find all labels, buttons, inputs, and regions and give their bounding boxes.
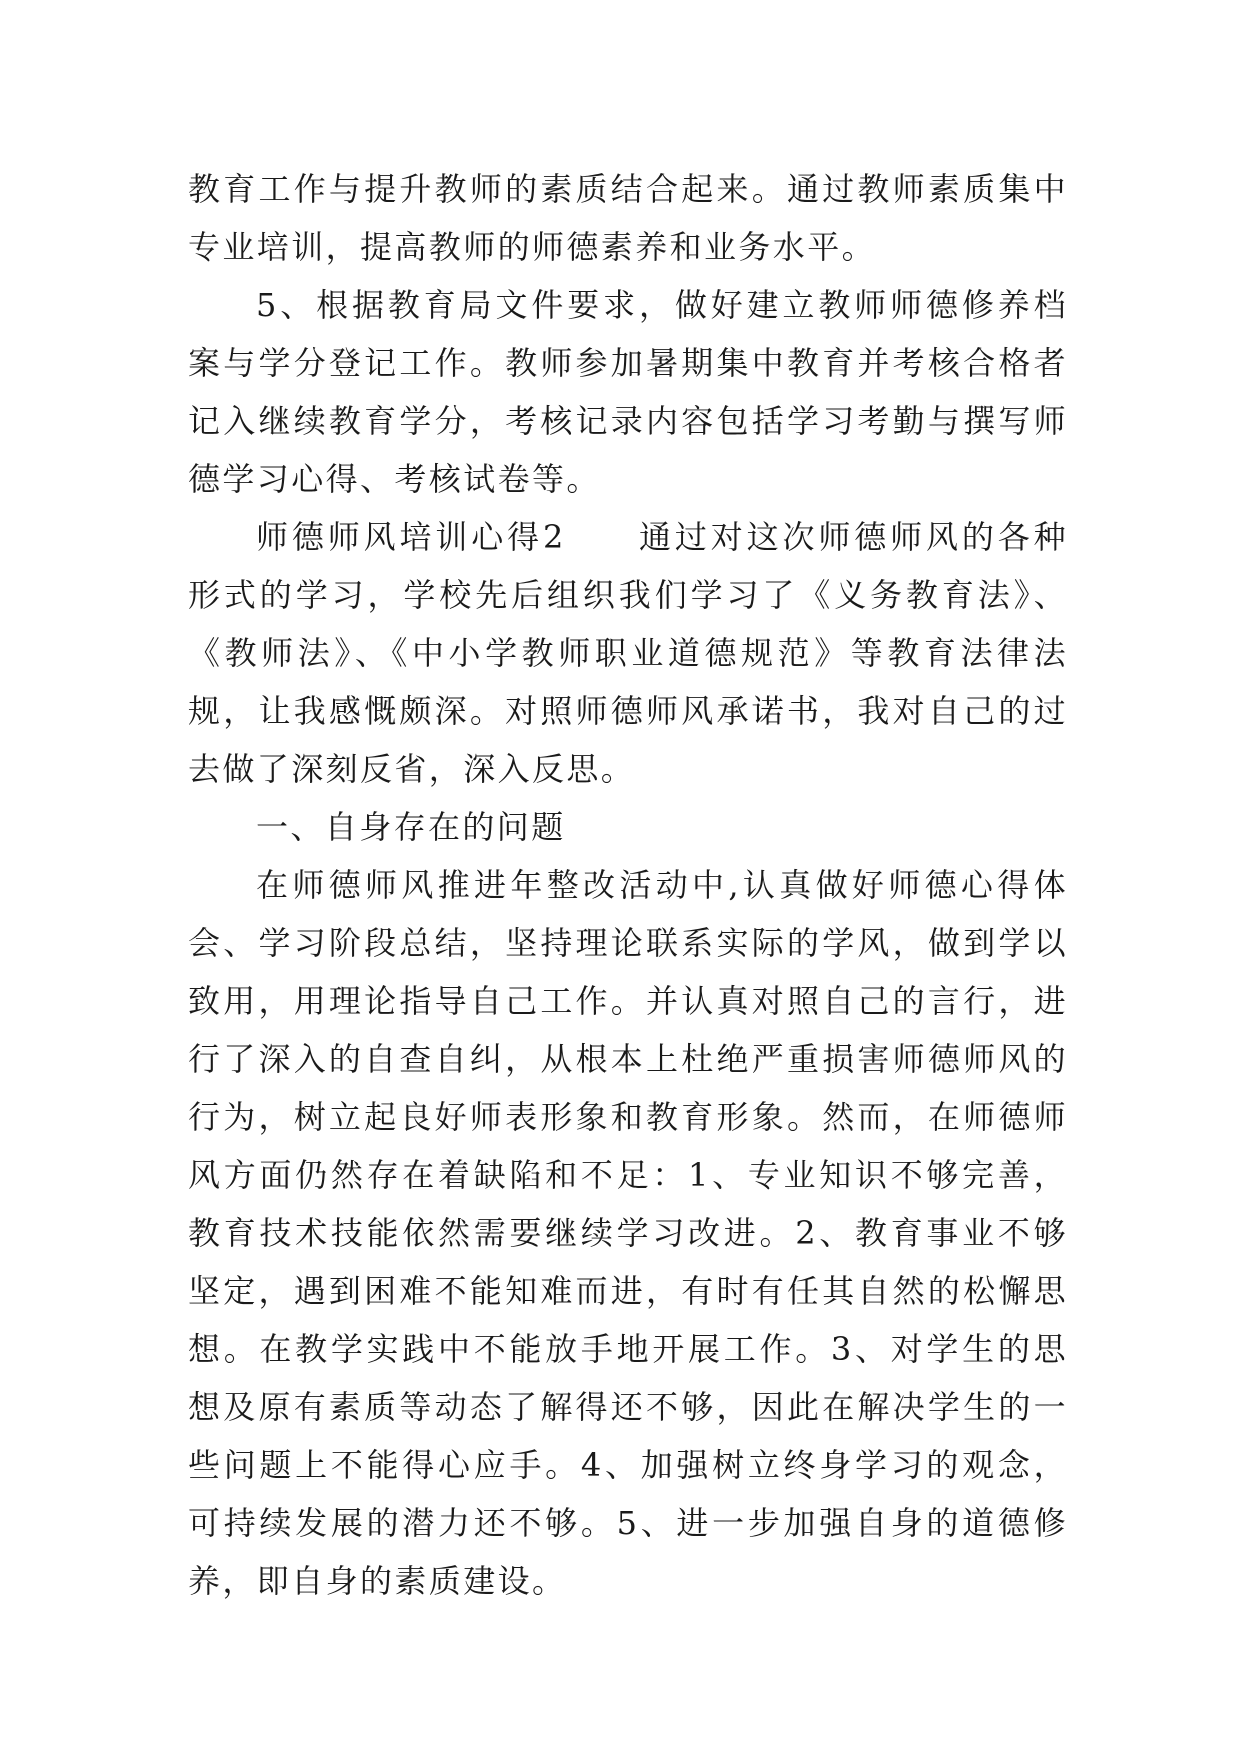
- document-body: [188, 160, 1068, 1610]
- section-heading: 一、自身存在的问题: [256, 808, 566, 846]
- paragraph-1: 教育工作与提升教师的素质结合起来。通过教师素质集中专业培训，提高教师的师德素养和业务水平。: [188, 170, 1068, 266]
- paragraph-5: 在师德师风推进年整改活动中,认真做好师德心得体会、学习阶段总结，坚持理论联系实际的学风，做到学以致用，用理论指导自己工作。并认真对照自己的言行，进行了深入的自查自纠，从根本上杜绝严重损害师德师风的行为，树立起良好师表形象和教育形象。然而，在师德师风方面仍然存在着缺陷和不足：1、专业知识不够完善，教育技术技能依然需要继续学习改进。2、教育事业不够坚定，遇到困难不能知难而进，有时有任其自然的松懈思想。在教学实践中不能放手地开展工作。3、对学生的思想及原有素质等动态了解得还不够，因此在解决学生的一些问题上不能得心应手。4、加强树立终身学习的观念，可持续发展的潜力还不够。5、进一步加强自身的道德修养，即自身的素质建设。: [188, 866, 1068, 1600]
- paragraph-3: 师德师风培训心得2 通过对这次师德师风的各种形式的学习，学校先后组织我们学习了《义务教育法》、《教师法》、《中小学教师职业道德规范》等教育法律法规，让我感慨颇深。对照师德师风承诺书，我对自己的过去做了深刻反省，深入反思。: [188, 518, 1068, 788]
- paragraph-2: 5、根据教育局文件要求，做好建立教师师德修养档案与学分登记工作。教师参加暑期集中教育并考核合格者记入继续教育学分，考核记录内容包括学习考勤与撰写师德学习心得、考核试卷等。: [188, 286, 1068, 498]
